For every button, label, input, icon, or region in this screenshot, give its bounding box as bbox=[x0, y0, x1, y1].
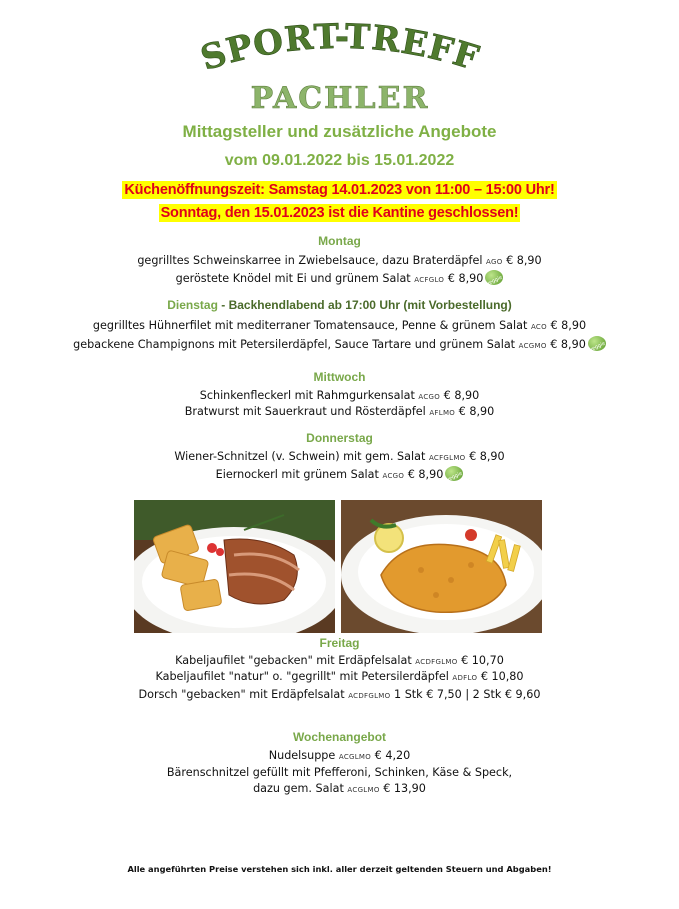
day-donnerstag: Donnerstag bbox=[306, 431, 373, 445]
logo bbox=[150, 22, 530, 122]
menu-item: Eiernockerl mit grünem Salat ACGO € 8,90veggie bbox=[0, 466, 679, 483]
menu-item: gegrilltes Hühnerfilet mit mediterraner Tomatensauce, Penne & grünem Salat ACO € 8,90 bbox=[92, 319, 587, 332]
date-range: vom 09.01.2022 bis 15.01.2022 bbox=[224, 152, 455, 169]
menu-item: geröstete Knödel mit Ei und grünem Salat ACFGLO € 8,90veggie bbox=[0, 270, 679, 287]
menu-item: Dorsch "gebacken" mit Erdäpfelsalat ACDFGLMO 1 Stk € 7,50 | 2 Stk € 9,60 bbox=[138, 688, 541, 701]
menu-item: Bratwurst mit Sauerkraut und Rösterdäpfel AFLMO € 8,90 bbox=[184, 405, 495, 418]
menu-item: Nudelsuppe ACGLMO € 4,20 bbox=[268, 749, 411, 762]
day-dienstag: Dienstag - Backhendlabend ab 17:00 Uhr (mit Vorbestellung) bbox=[167, 298, 512, 312]
menu-item: Kabeljaufilet "gebacken" mit Erdäpfelsalat ACDFGLMO € 10,70 bbox=[175, 654, 504, 667]
veggie-icon bbox=[588, 336, 606, 351]
day-montag: Montag bbox=[318, 234, 361, 248]
notice-opening-hours: Küchenöffnungszeit: Samstag 14.01.2023 von 11:00 – 15:00 Uhr! bbox=[124, 182, 555, 198]
logo-line2: PACHLER bbox=[250, 81, 430, 116]
veggie-icon bbox=[445, 466, 463, 481]
photo-schnitzel-fries bbox=[341, 500, 542, 633]
menu-item: gebackene Champignons mit Petersilerdäpfel, Sauce Tartare und grünem Salat ACGMO € 8,90veggie bbox=[0, 336, 679, 353]
day-mittwoch: Mittwoch bbox=[313, 370, 366, 384]
footer-note: Alle angeführten Preise verstehen sich inkl. aller derzeit geltenden Steuern und Abgaben! bbox=[127, 864, 552, 874]
logo-line1: SPORT-TREFF bbox=[196, 22, 484, 80]
svg-text:SPORT-TREFF bbox=[196, 22, 484, 79]
dienstag-note: - Backhendlabend ab 17:00 Uhr (mit Vorbestellung) bbox=[221, 298, 512, 312]
menu-item: dazu gem. Salat ACGLMO € 13,90 bbox=[253, 782, 426, 795]
veggie-icon bbox=[485, 270, 503, 285]
menu-item: Wiener-Schnitzel (v. Schwein) mit gem. Salat ACFGLMO € 8,90 bbox=[174, 450, 505, 463]
subtitle: Mittagsteller und zusätzliche Angebote bbox=[182, 122, 497, 141]
notice-closed: Sonntag, den 15.01.2023 ist die Kantine geschlossen! bbox=[160, 205, 519, 221]
photo-grilled-pork-fries bbox=[134, 500, 335, 633]
wochenangebot-heading: Wochenangebot bbox=[292, 730, 387, 744]
day-freitag: Freitag bbox=[319, 636, 360, 650]
menu-item: Schinkenfleckerl mit Rahmgurkensalat ACGO € 8,90 bbox=[199, 389, 480, 402]
menu-item: Bärenschnitzel gefüllt mit Pfefferoni, Schinken, Käse & Speck, bbox=[166, 766, 513, 779]
menu-item: gegrilltes Schweinskarree in Zwiebelsauce, dazu Braterdäpfel AGO € 8,90 bbox=[137, 254, 542, 267]
menu-item: Kabeljaufilet "natur" o. "gegrillt" mit Petersilerdäpfel ADFLO € 10,80 bbox=[155, 670, 524, 683]
